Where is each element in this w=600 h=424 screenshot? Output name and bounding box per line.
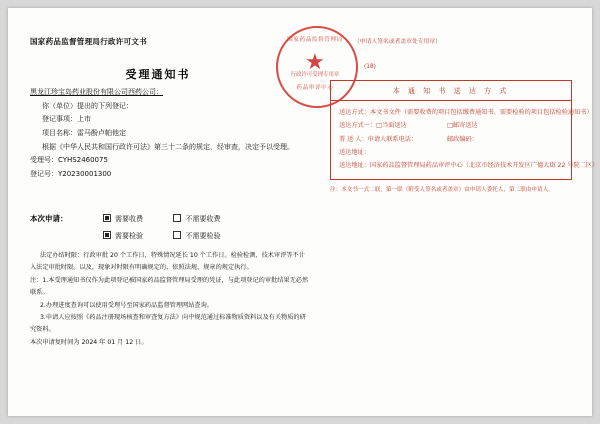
official-seal — [276, 26, 358, 108]
seal-bottom-text: 药品审评中心 — [296, 85, 334, 91]
delivery-row-3: 送达地址： — [339, 148, 370, 156]
inspection-yes-label: 需要检验 — [115, 232, 143, 240]
addressee: 黑龙江珍宝岛药业股份有限公司西药公司： — [30, 88, 163, 96]
delivery-title: 本 通 知 书 送 达 方 式 — [331, 81, 571, 101]
seal-number: (18) — [364, 64, 376, 70]
delivery-body — [331, 101, 599, 179]
left-column — [30, 86, 300, 181]
delivery-row-4: 送达地址：国家药品监督管理局药品审评中心（北京市经济技术开发区广德大街 22 号院二区） — [339, 162, 599, 170]
acceptance-number: 受理号：CYHS2460075 — [30, 156, 108, 165]
delivery-box — [330, 80, 599, 180]
note-date: 本次申请复时间为 2024 年 01 月 12 日。 — [30, 338, 148, 346]
legal-basis: 根据《中华人民共和国行政许可法》第三十二条的规定，经审查，决定予以受理。 — [42, 142, 294, 151]
page-title: 受理通知书 — [125, 68, 191, 81]
fee-yes-checkbox[interactable] — [103, 214, 111, 222]
document-header: 国家药品监督管理局行政许可文书 — [30, 37, 147, 46]
seal-top-text: 国家药品监督管理局 — [287, 37, 343, 43]
registration-matter: 登记事项：上市 — [42, 115, 91, 124]
note-time-limit: 法定办结时限：行政审批 20 个工作日，特殊情况延长 10 个工作日。检验检测、技术审评等不计入法定审批时限。以及，现象对时限有明确规定的，依照法规、规章的规定执行。 — [30, 252, 305, 272]
star-icon: ★ — [305, 50, 325, 75]
inspection-no-label: 不需要检验 — [185, 232, 221, 240]
fee-no-label: 不需要收费 — [185, 215, 221, 223]
delivery-row-0: 送达方式：本文书文件（需要收费的项目包括缴费通知书、需要检验的项目包括检验通知书） — [339, 109, 593, 116]
delivery-row-2: 署 送 人：申请人联系电话： 邮政编码： — [339, 135, 478, 143]
delivery-row-1: 送达方式一：□当面送达 □邮寄送达 — [339, 122, 478, 130]
fee-yes-label: 需要收费 — [115, 215, 143, 223]
inspection-options-row — [103, 230, 220, 241]
inspection-yes-checkbox[interactable] — [103, 231, 111, 239]
fee-no-checkbox[interactable] — [173, 214, 181, 222]
inspection-no-checkbox[interactable] — [173, 231, 181, 239]
delivery-footnote: 注：本文书一式二联，第一联（附受人签名或者盖章）由申请人委托人，第二联由申请人。 — [330, 187, 554, 193]
document-page — [8, 8, 599, 416]
application-label: 本次申请： — [30, 214, 68, 223]
registration-number: 登记号：Y20230001300 — [30, 169, 112, 178]
note-2: 2.办理进度查询可以使用受理号至国家药品监督管理网站查询。 — [40, 301, 213, 309]
intro-line: 你（单位）提出的下列登记： — [42, 101, 133, 110]
note-3: 3.申请人应按照《药品注册现场核查和审查复方法》向中规范通过标准物质资料以及有关物质的研究资料。 — [30, 314, 306, 334]
notes-block — [30, 250, 310, 349]
seal-mid-text: 行政许可受理专用章 — [290, 72, 340, 78]
note-1: 注：1.本受理通知书仅作为此项登记被国家药品监督管理局受理的凭证，与此项登记的审批结果无必然联系。 — [30, 276, 309, 297]
project-name: 项目名称：雷马酚卢帕他定 — [42, 128, 126, 137]
seal-label: （申请人签名或者盖章处专用章） — [354, 39, 441, 45]
fee-options-row — [103, 213, 220, 224]
